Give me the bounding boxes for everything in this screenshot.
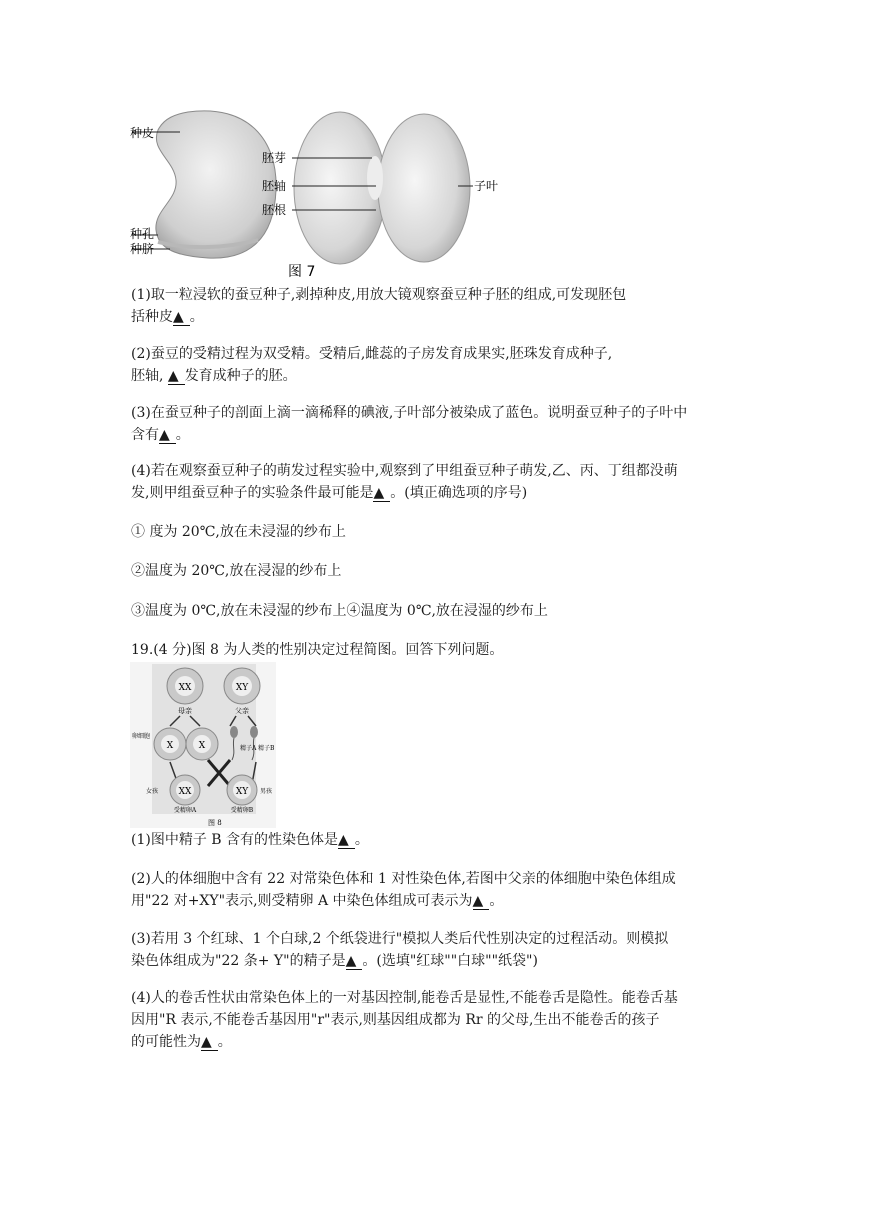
label-hilum: 种脐 (130, 242, 155, 256)
answer-blank[interactable]: ▲ (373, 485, 390, 502)
figure-7-seed-diagram (128, 100, 500, 282)
mother-label: 母亲 (178, 707, 192, 715)
q18-p1-line1: (1)取一粒浸软的蚕豆种子,剥掉种皮,用放大镜观察蚕豆种子胚的组成,可发现胚包 (131, 287, 627, 303)
label-hypocotyl: 胚轴 (262, 179, 287, 193)
answer-blank[interactable]: ▲ (159, 427, 176, 444)
zygote-b-label: 受精卵B (230, 807, 254, 814)
q18-p4-line2-post: 。(填正确选项的序号) (390, 485, 528, 501)
sperm-a (230, 726, 238, 738)
q18-part3: (3)在蚕豆种子的剖面上滴一滴稀释的碘液,子叶部分被染成了蓝色。说明蚕豆种子的子叶中 含有▲ 。 (131, 405, 688, 443)
q18-option-3-4: ③温度为 0℃,放在未浸湿的纱布上④温度为 0℃,放在浸湿的纱布上 (131, 603, 548, 619)
figure-7-caption: 图 7 (288, 264, 316, 280)
q19-p1-text: (1)图中精子 B 含有的性染色体是 (131, 832, 339, 848)
q18-p3-line2: 含有 (131, 427, 159, 443)
egg-x2: X (198, 741, 206, 751)
q19-part3 (131, 928, 741, 972)
q19-part1: (1)图中精子 B 含有的性染色体是▲ 。 (131, 832, 369, 848)
whole-seed-shape (156, 111, 276, 258)
answer-blank[interactable]: ▲ (173, 309, 190, 326)
q19-p4-line2: 因用"R 表示,不能卷舌基因用"r"表示,则基因组成都为 Rr 的父母,生出不能卷舌的孩子 (131, 1012, 660, 1028)
label-radicle: 胚根 (262, 203, 287, 217)
sperm-a-label: 精子A (240, 745, 257, 752)
q19-p3-line1: (3)若用 3 个红球、1 个白球,2 个纸袋进行"模拟人类后代性别决定的过程活动。则模拟 (131, 931, 669, 947)
q19-p3-line2-pre: 染色体组成为"22 条+ Y"的精子是 (131, 953, 346, 969)
answer-blank[interactable]: ▲ (168, 368, 185, 385)
q18-part2 (131, 343, 741, 387)
q19-stem: 19.(4 分)图 8 为人类的性别决定过程简图。回答下列问题。 (131, 642, 504, 658)
q18-p2-line1: (2)蚕豆的受精过程为双受精。受精后,雌蕊的子房发育成果实,胚珠发育成种子, (131, 346, 613, 362)
father-label: 父亲 (235, 707, 249, 715)
q18-part4 (131, 460, 741, 504)
egg-x1: X (166, 741, 174, 751)
q19-p2-line2: 用"22 对+XY"表示,则受精卵 A 中染色体组成可表示为 (131, 893, 473, 909)
right-cotyledon-shape (378, 114, 470, 262)
label-plumule: 胚芽 (262, 151, 287, 165)
q18-part1: (1)取一粒浸软的蚕豆种子,剥掉种皮,用放大镜观察蚕豆种子胚的组成,可发现胚包 括种皮▲ 。 (131, 287, 627, 325)
figure-8-sex-determination-diagram (130, 662, 276, 828)
q18-p2-line2-pre: 胚轴, (131, 368, 164, 384)
answer-blank[interactable]: ▲ (201, 1034, 218, 1051)
father-genotype: XY (235, 683, 249, 693)
q19-p4-line1: (4)人的卷舌性状由常染色体上的一对基因控制,能卷舌是显性,不能卷舌是隐性。能卷舌基 (131, 990, 678, 1006)
egg-cell-label: 卵细胞 (132, 733, 151, 740)
label-cotyledon: 子叶 (474, 179, 499, 193)
sperm-b (250, 726, 258, 738)
label-seed-coat: 种皮 (130, 126, 155, 140)
answer-blank[interactable]: ▲ (473, 893, 490, 910)
figure-8-caption: 图 8 (208, 819, 222, 827)
zygote-b-genotype: XY (235, 787, 249, 797)
q18-p4-line2-pre: 发,则甲组蚕豆种子的实验条件最可能是 (131, 485, 374, 501)
q19-part4: (4)人的卷舌性状由常染色体上的一对基因控制,能卷舌是显性,不能卷舌是隐性。能卷舌基 因用"R 表示,不能卷舌基因用"r"表示,则基因组成都为 Rr 的父母,生出不能卷舌的孩子 的可能性为▲ 。 (131, 990, 678, 1050)
q18-option-1: ① 度为 20℃,放在未浸湿的纱布上 (131, 524, 346, 540)
q19-p2-line1: (2)人的体细胞中含有 22 对常染色体和 1 对性染色体,若图中父亲的体细胞中染色体组成 (131, 871, 676, 887)
q18-option-2: ②温度为 20℃,放在浸湿的纱布上 (131, 563, 342, 579)
q19-p4-line3: 的可能性为 (131, 1034, 201, 1050)
mother-genotype: XX (178, 683, 192, 693)
zygote-a-label: 受精卵A (173, 807, 197, 814)
q18-p3-line1: (3)在蚕豆种子的剖面上滴一滴稀释的碘液,子叶部分被染成了蓝色。说明蚕豆种子的子叶中 (131, 405, 688, 421)
sperm-b-label: 精子B (258, 745, 275, 752)
q18-p2-line2-post: 发育成种子的胚。 (184, 368, 297, 384)
girl-label: 女孩 (146, 788, 159, 795)
q19-p3-line2-post: 。(选填"红球""白球""纸袋") (362, 953, 538, 969)
label-micropyle: 种孔 (130, 227, 155, 241)
answer-blank[interactable]: ▲ (338, 832, 355, 849)
zygote-a-genotype: XX (178, 787, 192, 797)
answer-blank[interactable]: ▲ (346, 953, 363, 970)
q18-p4-line1: (4)若在观察蚕豆种子的萌发过程实验中,观察到了甲组蚕豆种子萌发,乙、丙、丁组都没萌 (131, 463, 678, 479)
q18-p1-line2: 括种皮 (131, 309, 173, 325)
boy-label: 男孩 (260, 788, 273, 795)
q19-part2: (2)人的体细胞中含有 22 对常染色体和 1 对性染色体,若图中父亲的体细胞中染色体组成 用"22 对+XY"表示,则受精卵 A 中染色体组成可表示为▲ 。 (131, 871, 676, 909)
